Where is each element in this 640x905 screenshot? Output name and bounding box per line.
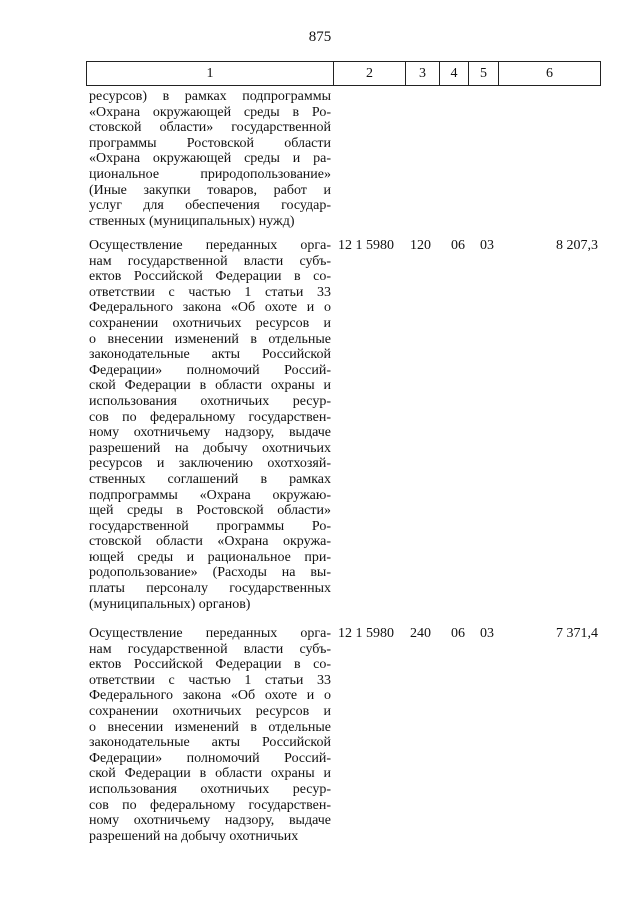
description-line: сохранении охотничьих ресурсов и bbox=[89, 315, 331, 331]
description-line: законодательные акты Российской bbox=[89, 347, 331, 363]
description-line: использования охотничьих ресур- bbox=[89, 781, 331, 797]
description-line: Осуществление переданных орга- bbox=[89, 238, 331, 253]
header-col-1: 1 bbox=[87, 62, 334, 86]
description-line: ектов Российской Федерации в со- bbox=[89, 269, 331, 285]
description-line: Федерального закона «Об охоте и о bbox=[89, 688, 331, 704]
section-cell: 06 bbox=[451, 626, 465, 641]
description-line: ресурсов) в рамках подпрограммы bbox=[89, 89, 331, 104]
description-line: услуг для обеспечения государ- bbox=[89, 198, 331, 214]
description-line: сохранении охотничьих ресурсов и bbox=[89, 703, 331, 719]
description-line: Осуществление переданных орга- bbox=[89, 626, 331, 641]
description-line: Федерации» полномочий Россий- bbox=[89, 362, 331, 378]
description-line: о внесении изменений в отдельные bbox=[89, 719, 331, 735]
subsection-cell: 03 bbox=[480, 238, 494, 253]
description-line: подпрограммы «Охрана окружаю- bbox=[89, 487, 331, 503]
description-line: ответствии с частью 1 статьи 33 bbox=[89, 284, 331, 300]
description-line: Федерации» полномочий Россий- bbox=[89, 750, 331, 766]
subsection-cell: 03 bbox=[480, 626, 494, 641]
description-line: использования охотничьих ресур- bbox=[89, 393, 331, 409]
expense-type-cell: 120 bbox=[410, 238, 431, 253]
page-number: 875 bbox=[308, 29, 332, 45]
description-line: сов по федеральному государствен- bbox=[89, 409, 331, 425]
description-line: циональное природопользование» bbox=[89, 166, 331, 182]
description-line: щей среды в Ростовской области» bbox=[89, 503, 331, 519]
description-line: разрешений на добычу охотничьих bbox=[89, 828, 299, 844]
description-line: сов по федеральному государствен- bbox=[89, 797, 331, 813]
description-line: нам государственной власти субъ- bbox=[89, 641, 331, 657]
description-line: (муниципальных) органов) bbox=[89, 596, 251, 612]
header-col-3: 3 bbox=[406, 62, 440, 86]
description-line: ственных (муниципальных) нужд) bbox=[89, 213, 295, 229]
row-description bbox=[89, 89, 331, 229]
table-header bbox=[86, 61, 601, 86]
description-line: родопользование» (Расходы на вы- bbox=[89, 565, 331, 581]
section-cell: 06 bbox=[451, 238, 465, 253]
description-line: стовской области» государственной bbox=[89, 120, 331, 136]
description-line: платы персоналу государственных bbox=[89, 581, 331, 597]
row-description bbox=[89, 626, 331, 844]
target-article-cell: 12 1 5980 bbox=[338, 238, 394, 253]
description-line: законодательные акты Российской bbox=[89, 735, 331, 751]
description-line: стовской области «Охрана окружа- bbox=[89, 534, 331, 550]
description-line: ющей среды и рациональное при- bbox=[89, 549, 331, 565]
description-line: (Иные закупки товаров, работ и bbox=[89, 182, 331, 198]
description-line: ственных соглашений в рамках bbox=[89, 471, 331, 487]
expense-type-cell: 240 bbox=[410, 626, 431, 641]
target-article-cell: 12 1 5980 bbox=[338, 626, 394, 641]
description-line: ному охотничьему надзору, выдаче bbox=[89, 813, 331, 829]
description-line: «Охрана окружающей среды в Ро- bbox=[89, 104, 331, 120]
description-line: ответствии с частью 1 статьи 33 bbox=[89, 672, 331, 688]
description-line: ному охотничьему надзору, выдаче bbox=[89, 425, 331, 441]
description-line: о внесении изменений в отдельные bbox=[89, 331, 331, 347]
description-line: нам государственной власти субъ- bbox=[89, 253, 331, 269]
description-line: ской Федерации в области охраны и bbox=[89, 766, 331, 782]
description-line: Федерального закона «Об охоте и о bbox=[89, 300, 331, 316]
header-col-2: 2 bbox=[334, 62, 406, 86]
header-col-5: 5 bbox=[469, 62, 499, 86]
row-description bbox=[89, 238, 331, 612]
amount-cell: 8 207,3 bbox=[556, 238, 598, 253]
description-line: программы Ростовской области bbox=[89, 135, 331, 151]
header-col-4: 4 bbox=[440, 62, 469, 86]
description-line: «Охрана окружающей среды и ра- bbox=[89, 151, 331, 167]
description-line: ресурсов и заключению охотхозяй- bbox=[89, 456, 331, 472]
description-line: государственной программы Ро- bbox=[89, 518, 331, 534]
description-line: разрешений на добычу охотничьих bbox=[89, 440, 331, 456]
description-line: ектов Российской Федерации в со- bbox=[89, 657, 331, 673]
description-line: ской Федерации в области охраны и bbox=[89, 378, 331, 394]
amount-cell: 7 371,4 bbox=[556, 626, 598, 641]
header-row bbox=[87, 62, 601, 86]
header-col-6: 6 bbox=[499, 62, 601, 86]
